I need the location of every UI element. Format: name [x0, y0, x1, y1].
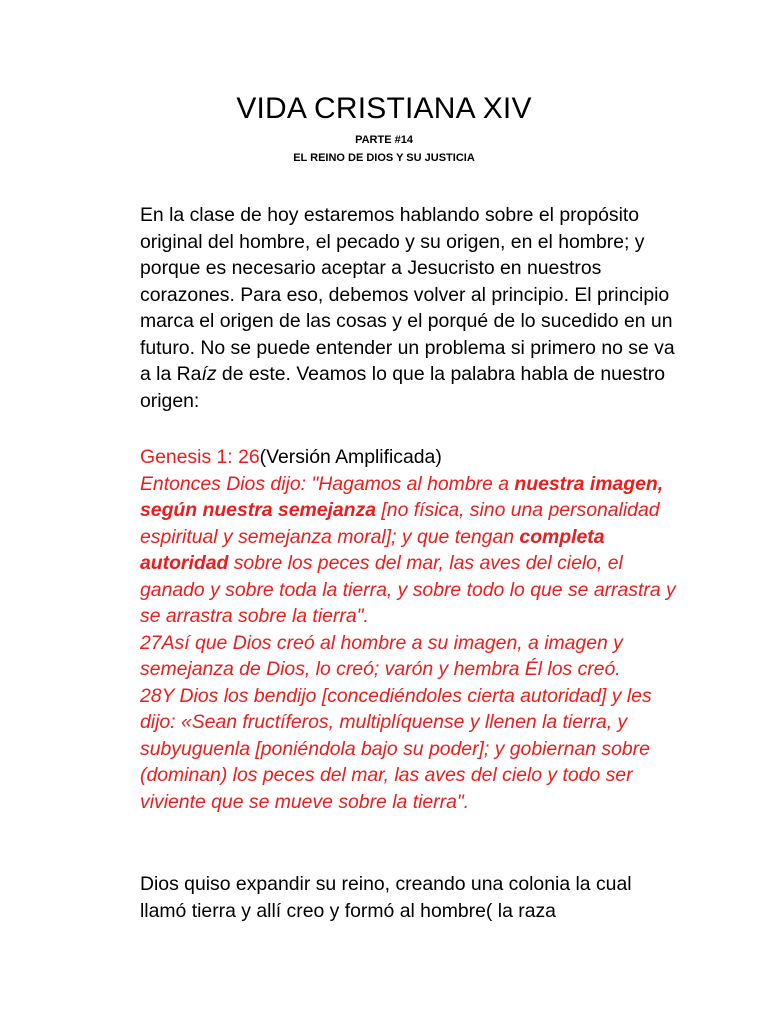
intro-text-c: de este. Veamos lo que la palabra habla de nuestro origen: — [140, 363, 666, 412]
intro-text-italic: íz — [201, 363, 217, 385]
verse-26-part-1: Entonces Dios dijo: "Hagamos al hombre a — [140, 472, 515, 495]
scripture-reference: Genesis 1: 26 — [140, 446, 260, 468]
verse-26-bold-1: nuestra imagen, según nuestra semejanza — [140, 472, 664, 521]
scripture-block — [140, 444, 680, 815]
document-subtitle: EL REINO DE DIOS Y SU JUSTICIA — [293, 152, 475, 164]
verse-26 — [140, 471, 680, 630]
intro-text-a: En la clase de hoy estaremos hablando sobre el propósito original del hombre, el pecado y su origen, en el hombre; y porque es necesario aceptar a Jesucristo en nuestros corazones. Para eso, debemos volver al principio. El principio marca el origen de las cosas y el porqué de lo sucedido en un futuro. No se puede entender un problema si primero no se va a la Ra — [140, 204, 675, 385]
intro-paragraph — [140, 202, 680, 414]
closing-text: Dios quiso expandir su reino, creando una colonia la cual llamó tierra y allí creo y formó al hombre( la raza — [140, 873, 632, 922]
closing-paragraph — [140, 871, 680, 924]
verse-27: 27Así que Dios creó al hombre a su imagen, a imagen y semejanza de Dios, lo creó; varón y hembra Él los creó. — [140, 631, 623, 680]
verse-26-part-3: [no física, sino una personalidad espiritual y semejanza moral]; y que tengan — [140, 499, 660, 548]
document-title: VIDA CRISTIANA XIV — [236, 92, 532, 125]
verse-26-bold-2: completa autoridad — [140, 525, 605, 574]
verse-26-part-5: sobre los peces del mar, las aves del cielo, el ganado y sobre toda la tierra, y sobre todo lo que se arrastra y se arrastra sobre la tierra". — [140, 552, 676, 627]
verse-28: 28Y Dios los bendijo [concediéndoles cierta autoridad] y les dijo: «Sean fructíferos, multiplíquense y llenen la tierra, y subyuguenla [poniéndola bajo su poder]; y gobiernan sobre (dominan) los peces del mar, las aves del cielo y todo ser viviente que se mueve sobre la tierra". — [140, 684, 652, 813]
part-number: PARTE #14 — [355, 134, 413, 146]
scripture-version: (Versión Amplificada) — [259, 446, 442, 468]
